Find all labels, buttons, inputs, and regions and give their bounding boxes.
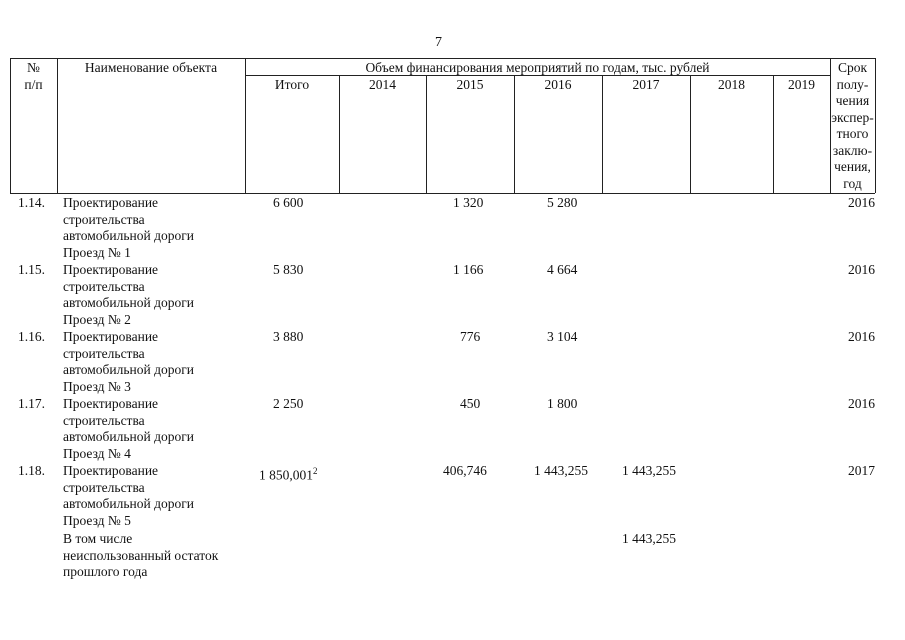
row-2016: 5 280 xyxy=(547,195,578,210)
footnote-mark: 2 xyxy=(313,466,318,476)
row-total: 2 250 xyxy=(273,396,304,411)
header-year-2015: 2015 xyxy=(456,77,484,92)
row-name: Проектирование строительства автомобильной дороги Проезд № 5 xyxy=(63,463,194,528)
row-2015: 406,746 xyxy=(443,463,487,478)
header-year-2018: 2018 xyxy=(718,77,745,92)
row-2015: 450 xyxy=(460,396,481,411)
row-num: 1.17. xyxy=(18,396,45,411)
row-2016: 3 104 xyxy=(547,329,578,344)
header-year-2014: 2014 xyxy=(369,77,396,92)
row-total: 3 880 xyxy=(273,329,304,344)
row-name: Проектирование строительства автомобильной дороги Проезд № 4 xyxy=(63,396,194,461)
row-num: 1.18. xyxy=(18,463,45,478)
row-deadline: 2016 xyxy=(848,396,875,411)
row-num: 1.16. xyxy=(18,329,45,344)
row-2016: 1 800 xyxy=(547,396,578,411)
header-year-2016: 2016 xyxy=(544,77,572,92)
header-funding-title: Объем финансирования мероприятий по годам, тыс. рублей xyxy=(365,60,710,75)
row-2016: 1 443,255 xyxy=(534,463,588,478)
row-name: В том числе неиспользованный остаток прошлого года xyxy=(63,531,219,579)
header-year-2017: 2017 xyxy=(632,77,660,92)
row-2017: 1 443,255 xyxy=(622,531,676,546)
row-2017: 1 443,255 xyxy=(622,463,676,478)
header-total: Итого xyxy=(274,77,310,92)
row-total: 5 830 xyxy=(273,262,304,277)
row-num: 1.15. xyxy=(18,262,45,277)
row-2015: 1 166 xyxy=(453,262,484,277)
row-num: 1.14. xyxy=(18,195,45,210)
row-total: 6 600 xyxy=(273,195,304,210)
row-total: 1 850,001$^2$ xyxy=(259,466,318,483)
row-deadline: 2016 xyxy=(848,195,875,210)
header-num: № п/п xyxy=(24,60,43,92)
row-deadline: 2017 xyxy=(848,463,875,478)
row-name: Проектирование строительства автомобильной дороги Проезд № 3 xyxy=(63,329,194,394)
row-deadline: 2016 xyxy=(848,329,875,344)
row-name: Проектирование строительства автомобильной дороги Проезд № 1 xyxy=(63,195,194,260)
page-number: 7 xyxy=(435,35,442,50)
header-year-2019: 2019 xyxy=(788,77,815,92)
header-name: Наименование объекта xyxy=(84,60,218,75)
row-2016: 4 664 xyxy=(547,262,578,277)
row-deadline: 2016 xyxy=(848,262,875,277)
row-name: Проектирование строительства автомобильной дороги Проезд № 2 xyxy=(63,262,194,327)
row-2015: 1 320 xyxy=(453,195,484,210)
row-2015: 776 xyxy=(460,329,481,344)
header-deadline: Срок полу- чения экспер- тного заклю- чения, год xyxy=(831,60,874,191)
